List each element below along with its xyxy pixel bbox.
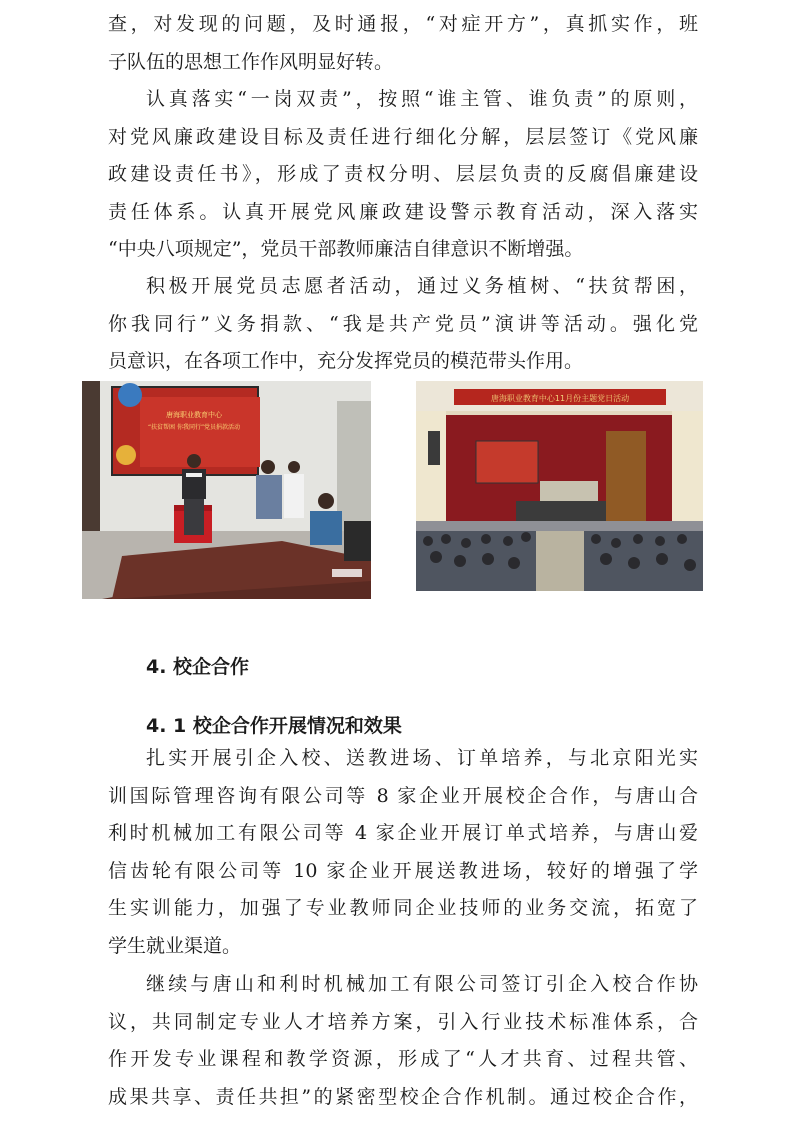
text-line: 扎实开展引企入校、送教进场、订单培养，与北京阳光实 [146,747,698,769]
subsection-heading-4-1: 4. 1 校企合作开展情况和效果 [146,715,402,737]
text-line: 对党风廉政建设目标及责任进行细化分解，层层签订《党风廉 [108,125,698,148]
text-line: 查，对发现的问题，及时通报，“对症开方”，真抓实作，班 [108,13,698,35]
text-line: 信齿轮有限公司等 10 家企业开展送教进场，较好的增强了学 [108,859,698,882]
paragraph-4 [108,740,698,965]
paragraph-2 [108,81,698,269]
banner-text: 唐海职业教育中心11月份主题党日活动 [490,394,630,403]
text-line: 成果共享、责任共担”的紧密型校企合作机制。通过校企合作， [108,1085,698,1108]
paragraph-5 [108,966,698,1116]
photo-donation-event [82,381,371,599]
text-line: 学生就业渠道。 [108,934,242,957]
text-line: 继续与唐山和利时机械加工有限公司签订引企入校合作协 [146,973,698,995]
text-line: “中央八项规定”，党员干部教师廉洁自律意识不断增强。 [108,238,584,260]
photo-lecture-hall [416,381,703,591]
text-line: 积极开展党员志愿者活动，通过义务植树、“扶贫帮困， [146,275,698,297]
text-line: 认真落实“一岗双责”，按照“谁主管、谁负责”的原则， [146,88,698,110]
paragraph-1 [108,6,698,81]
text-line: 政建设责任书》，形成了责权分明、层层负责的反腐倡廉建设 [108,163,698,185]
text-line: 员意识，在各项工作中，充分发挥党员的模范带头作用。 [108,350,584,372]
section-heading-4: 4. 校企合作 [146,656,250,678]
text-line: 作开发专业课程和教学资源，形成了“人才共育、过程共管、 [108,1048,698,1070]
text-line: 训国际管理咨询有限公司等 8 家企业开展校企合作，与唐山合 [108,784,698,807]
screen-text-2: “扶贫帮困 你我同行”党员捐款活动 [147,424,241,431]
text-line: 责任体系。认真开展党风廉政建设警示教育活动，深入落实 [108,200,698,223]
text-line: 议，共同制定专业人才培养方案，引入行业技术标准体系，合 [108,1010,698,1033]
paragraph-3 [108,268,698,381]
text-line: 子队伍的思想工作作风明显好转。 [108,50,394,73]
text-line: 生实训能力，加强了专业教师同企业技师的业务交流，拓宽了 [108,897,698,919]
text-line: 利时机械加工有限公司等 4 家企业开展订单式培养，与唐山爱 [108,822,698,844]
text-line: 你我同行”义务捐款、“我是共产党员”演讲等活动。强化党 [108,312,698,335]
screen-text-1: 唐海职业教育中心 [166,411,222,419]
